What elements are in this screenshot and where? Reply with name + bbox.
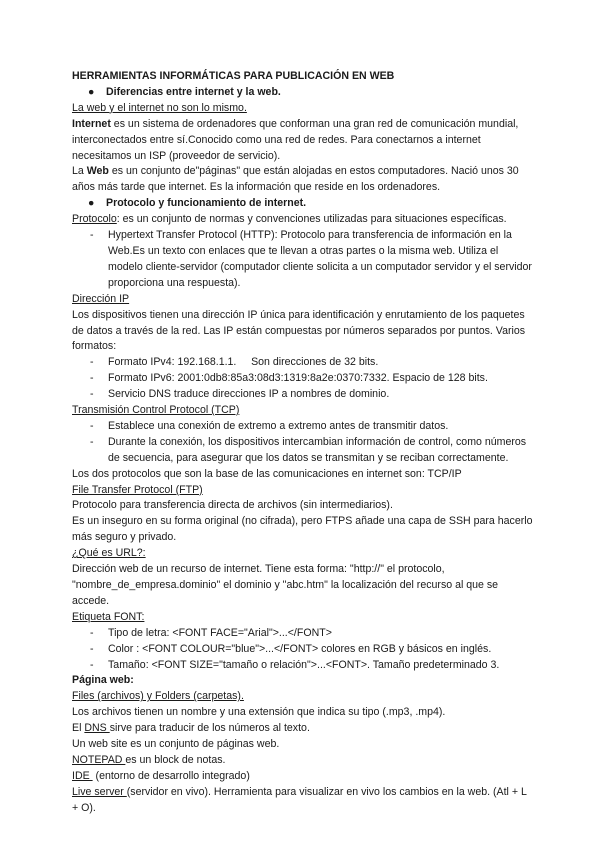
dns-text: sirve para traducir de los números al texto. [109,722,310,735]
ide-term: IDE [72,769,93,782]
url-paragraph: Dirección web de un recurso de internet. Tiene esta forma: "http://" el protocolo, "nombre_de_empresa.dominio" el dominio y "abc.htm" la localización del recurso al que se accede. [72,563,499,607]
document-page [72,69,534,817]
document-title: HERRAMIENTAS INFORMÁTICAS PARA PUBLICACIÓN EN WEB [72,70,395,82]
notepad-term: NOTEPAD [72,753,126,766]
section-bullet-protocol [72,196,534,212]
dash-icon: - [90,372,94,385]
bullet-text: Diferencias entre internet y la web. [106,85,281,98]
internet-paragraph [72,117,534,165]
url-heading: ¿Qué es URL?: [72,547,146,560]
dash-icon: - [90,356,94,369]
bullet-icon: ● [88,85,95,98]
live-server-text: (servidor en vivo). Herramienta para visualizar en vivo los cambios en la web. (Atl + L + O). [72,785,527,814]
tcp-item-text: Durante la conexión, los dispositivos intercambian información de control, como números de secuencia, para asegurar que los datos se transmitan y se reciban correctamente. [108,435,527,464]
ip-paragraph: Los dispositivos tienen una dirección IP única para identificación y enrutamiento de los paquetes de datos a través de la red. Las IP están compuestas por números separados por puntos. Varios formatos: [72,308,526,353]
ftp-text-1: Protocolo para transferencia directa de archivos (sin intermediarios). [72,499,393,512]
font-item-text: Tamaño: <FONT SIZE="tamaño o relación">...<FONT>. Tamaño predeterminado 3. [108,658,500,671]
tcp-item [72,419,534,435]
http-item-text: Hypertext Transfer Protocol (HTTP): Protocolo para transferencia de información en la Web.Es un texto con enlaces que te llevan a otras partes o la misma web. Utiliza el modelo cliente-servidor (computador cliente solicita a un computador servidor y el servidor proporciona una respuesta). [108,229,532,289]
http-item [72,228,534,292]
bullet-icon: ● [88,197,95,210]
web-paragraph [72,164,534,196]
dash-icon: - [90,435,94,448]
tcp-item-text: Establece una conexión de extremo a extremo antes de transmitir datos. [108,419,449,432]
protocolo-term: Protocolo [72,213,117,226]
ip-item [72,371,534,387]
font-item [72,658,534,674]
web-term: Web [86,165,109,178]
files-heading: Files (archivos) y Folders (carpetas). [72,690,244,703]
files-paragraph: Los archivos tienen un nombre y una extensión que indica su tipo (.mp3, .mp4). [72,706,446,719]
dash-icon: - [90,229,94,242]
tcp-summary: Los dos protocolos que son la base de las comunicaciones en internet son: TCP/IP [72,467,462,480]
live-server-paragraph [72,785,534,817]
ip-item-text: Servicio DNS traduce direcciones IP a nombres de dominio. [108,388,390,401]
bullet-text: Protocolo y funcionamiento de internet. [106,197,307,210]
ip-item [72,387,534,403]
dash-icon: - [90,642,94,655]
web-text: es un conjunto de"páginas" que están alojadas en estos computadores. Nació unos 30 años más tarde que internet. Es la información que reside en los ordenadores. [72,165,519,194]
tcp-item [72,435,534,467]
ip-item [72,355,534,371]
dns-paragraph [72,721,534,737]
protocolo-text: : es un conjunto de normas y convenciones utilizadas para situaciones específicas. [116,213,507,226]
ide-text: (entorno de desarrollo integrado) [92,769,250,782]
ip-item-text: Formato IPv4: 192.168.1.1. Son direcciones de 32 bits. [108,356,379,369]
dns-term: DNS [84,722,110,735]
dns-prefix: El [72,722,85,735]
ide-paragraph [72,769,534,785]
font-item [72,626,534,642]
ip-heading: Dirección IP [72,292,130,305]
font-item-text: Tipo de letra: <FONT FACE="Arial">...</FONT> [108,626,332,639]
font-item [72,642,534,658]
ip-item-text: Formato IPv6: 2001:0db8:85a3:08d3:1319:8a2e:0370:7332. Espacio de 128 bits. [108,372,488,385]
section-bullet-differences [72,85,534,101]
ftp-text-2: Es un inseguro en su forma original (no cifrada), pero FTPS añade una capa de SSH para hacerlo más seguro y privado. [72,515,533,544]
tcp-heading: Transmisión Control Protocol (TCP) [72,404,240,417]
dash-icon: - [90,658,94,671]
protocolo-paragraph [72,212,534,228]
internet-text: es un sistema de ordenadores que conforman una gran red de comunicación mundial, interconectados entre sí.Conocido como una red de redes. Para conectarnos a internet necesitamos un ISP (proveedor de servicio). [72,117,519,162]
subheading-web-vs-internet: La web y el internet no son lo mismo. [72,101,247,114]
dash-icon: - [90,419,94,432]
ftp-heading: File Transfer Protocol (FTP) [72,483,203,496]
dash-icon: - [90,388,94,401]
pagina-web-heading: Página web: [72,674,134,687]
internet-term: Internet [72,117,111,130]
website-paragraph: Un web site es un conjunto de páginas web. [72,738,280,751]
notepad-paragraph [72,753,534,769]
dash-icon: - [90,626,94,639]
font-item-text: Color : <FONT COLOUR="blue">...</FONT> colores en RGB y básicos en inglés. [108,642,492,655]
live-server-term: Live server [72,785,127,798]
notepad-text: es un block de notas. [125,753,226,766]
web-prefix: La [72,165,87,178]
font-heading: Etiqueta FONT: [72,610,145,623]
